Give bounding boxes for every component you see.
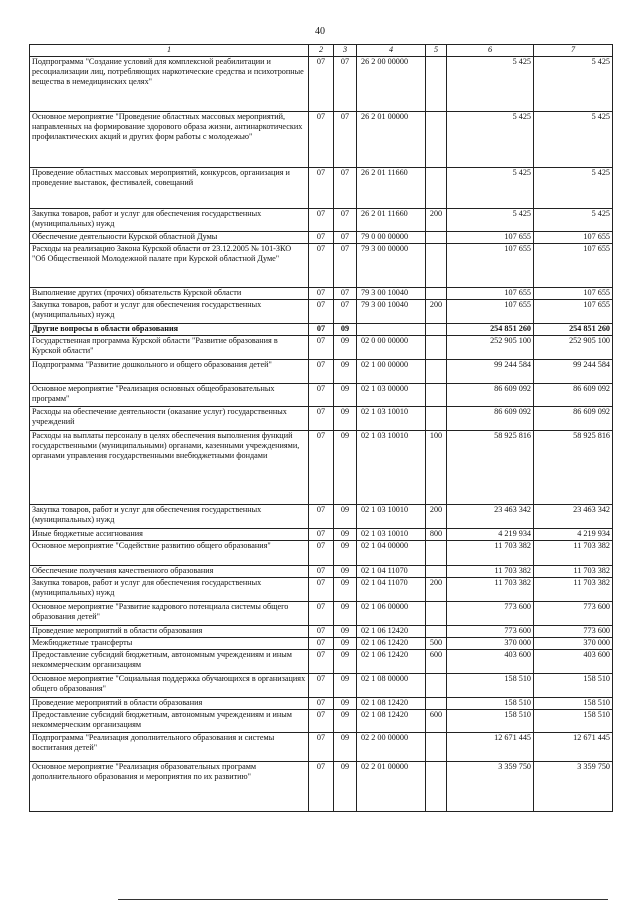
row-amount-2: 11 703 382: [534, 566, 613, 578]
row-expense-type: 100: [426, 431, 447, 505]
row-subsection: 09: [334, 566, 357, 578]
row-name: Иные бюджетные ассигнования: [30, 529, 309, 541]
row-subsection: 07: [334, 112, 357, 168]
row-subsection: 09: [334, 505, 357, 529]
row-name: Предоставление субсидий бюджетным, автономным учреждениям и иным некоммерческим организациям: [30, 710, 309, 733]
row-subsection: 09: [334, 710, 357, 733]
row-amount-1: 5 425: [447, 57, 534, 112]
table-row: [30, 602, 613, 626]
table-row: [30, 209, 613, 232]
row-name: Закупка товаров, работ и услуг для обеспечения государственных (муниципальных) нужд: [30, 505, 309, 529]
row-section: 07: [309, 710, 334, 733]
row-amount-1: 5 425: [447, 168, 534, 209]
row-name: Закупка товаров, работ и услуг для обеспечения государственных (муниципальных) нужд: [30, 578, 309, 602]
row-section: 07: [309, 762, 334, 812]
row-target-code: 02 1 06 12420: [357, 626, 426, 638]
row-section: 07: [309, 733, 334, 762]
row-subsection: 07: [334, 209, 357, 232]
row-section: 07: [309, 638, 334, 650]
row-section: 07: [309, 674, 334, 698]
row-target-code: 02 1 08 00000: [357, 674, 426, 698]
row-expense-type: [426, 566, 447, 578]
row-expense-type: [426, 733, 447, 762]
row-section: 07: [309, 541, 334, 566]
row-subsection: 07: [334, 57, 357, 112]
row-subsection: 09: [334, 360, 357, 384]
row-section: 07: [309, 431, 334, 505]
row-expense-type: [426, 541, 447, 566]
row-amount-2: 107 655: [534, 244, 613, 288]
row-amount-2: 12 671 445: [534, 733, 613, 762]
row-amount-2: 158 510: [534, 674, 613, 698]
footer-rule: [118, 899, 608, 900]
row-amount-1: 252 905 100: [447, 336, 534, 360]
row-target-code: 79 3 00 00000: [357, 244, 426, 288]
row-amount-1: 11 703 382: [447, 578, 534, 602]
row-expense-type: [426, 698, 447, 710]
table-row: [30, 431, 613, 505]
row-section: 07: [309, 209, 334, 232]
row-amount-2: 5 425: [534, 168, 613, 209]
row-subsection: 09: [334, 602, 357, 626]
row-amount-2: 5 425: [534, 209, 613, 232]
row-expense-type: [426, 232, 447, 244]
row-expense-type: 200: [426, 505, 447, 529]
table-row: [30, 112, 613, 168]
table-row: [30, 57, 613, 112]
row-amount-2: 23 463 342: [534, 505, 613, 529]
table-row: [30, 360, 613, 384]
row-section: 07: [309, 602, 334, 626]
table-row: [30, 626, 613, 638]
row-amount-2: 86 609 092: [534, 407, 613, 431]
row-amount-1: 5 425: [447, 209, 534, 232]
row-target-code: 79 0 00 00000: [357, 232, 426, 244]
row-name: Выполнение других (прочих) обязательств Курской области: [30, 288, 309, 300]
row-name: Основное мероприятие "Развитие кадрового потенциала системы общего образования детей": [30, 602, 309, 626]
row-amount-2: 58 925 816: [534, 431, 613, 505]
column-number: 5: [426, 45, 447, 57]
column-number: 7: [534, 45, 613, 57]
row-expense-type: [426, 762, 447, 812]
table-row: [30, 578, 613, 602]
page-number: 40: [315, 26, 325, 37]
row-amount-1: 158 510: [447, 710, 534, 733]
row-target-code: 26 2 01 11660: [357, 209, 426, 232]
row-name: Расходы на реализацию Закона Курской области от 23.12.2005 № 101-ЗКО "Об Общественной Молодежной палате при Курской областной Думе": [30, 244, 309, 288]
row-section: 07: [309, 529, 334, 541]
row-amount-2: 3 359 750: [534, 762, 613, 812]
row-amount-1: 12 671 445: [447, 733, 534, 762]
row-amount-2: 11 703 382: [534, 541, 613, 566]
row-amount-2: 107 655: [534, 300, 613, 324]
row-subsection: 09: [334, 733, 357, 762]
row-subsection: 09: [334, 407, 357, 431]
row-section: 07: [309, 168, 334, 209]
row-section: 07: [309, 300, 334, 324]
table-row: [30, 698, 613, 710]
row-expense-type: 200: [426, 578, 447, 602]
row-amount-2: 403 600: [534, 650, 613, 674]
row-amount-2: 254 851 260: [534, 324, 613, 336]
row-section: 07: [309, 650, 334, 674]
row-section: 07: [309, 324, 334, 336]
table-row: [30, 244, 613, 288]
row-target-code: [357, 324, 426, 336]
row-name: Обеспечение получения качественного образования: [30, 566, 309, 578]
row-subsection: 07: [334, 288, 357, 300]
row-section: 07: [309, 505, 334, 529]
row-name: Проведение мероприятий в области образования: [30, 626, 309, 638]
row-name: Проведение мероприятий в области образования: [30, 698, 309, 710]
row-subsection: 09: [334, 626, 357, 638]
row-target-code: 26 2 01 00000: [357, 112, 426, 168]
row-amount-2: 252 905 100: [534, 336, 613, 360]
row-name: Проведение областных массовых мероприятий, конкурсов, организация и проведение выставок, фестивалей, совещаний: [30, 168, 309, 209]
row-section: 07: [309, 360, 334, 384]
row-target-code: 26 2 01 11660: [357, 168, 426, 209]
row-name: Предоставление субсидий бюджетным, автономным учреждениям и иным некоммерческим организациям: [30, 650, 309, 674]
table-row: [30, 710, 613, 733]
row-amount-1: 254 851 260: [447, 324, 534, 336]
row-amount-2: 5 425: [534, 112, 613, 168]
table-row: [30, 674, 613, 698]
row-target-code: 02 1 04 11070: [357, 566, 426, 578]
row-expense-type: [426, 112, 447, 168]
row-amount-1: 99 244 584: [447, 360, 534, 384]
row-target-code: 02 1 08 12420: [357, 710, 426, 733]
row-amount-1: 86 609 092: [447, 384, 534, 407]
row-target-code: 02 1 03 10010: [357, 407, 426, 431]
row-amount-1: 11 703 382: [447, 566, 534, 578]
table-row: [30, 384, 613, 407]
row-expense-type: [426, 244, 447, 288]
row-section: 07: [309, 566, 334, 578]
row-name: Государственная программа Курской области "Развитие образования в Курской области": [30, 336, 309, 360]
row-amount-2: 99 244 584: [534, 360, 613, 384]
row-subsection: 09: [334, 324, 357, 336]
row-subsection: 09: [334, 384, 357, 407]
row-expense-type: [426, 626, 447, 638]
row-name: Другие вопросы в области образования: [30, 324, 309, 336]
row-name: Подпрограмма "Развитие дошкольного и общего образования детей": [30, 360, 309, 384]
row-name: Основное мероприятие "Проведение областных массовых мероприятий, направленных на формирование здорового образа жизни, антинаркотических профилактических акций и других форм работы с молодежью": [30, 112, 309, 168]
row-expense-type: 500: [426, 638, 447, 650]
row-name: Основное мероприятие "Социальная поддержка обучающихся в организациях общего образования": [30, 674, 309, 698]
row-name: Обеспечение деятельности Курской областной Думы: [30, 232, 309, 244]
row-target-code: 02 1 04 00000: [357, 541, 426, 566]
row-name: Основное мероприятие "Содействие развитию общего образования": [30, 541, 309, 566]
row-expense-type: [426, 360, 447, 384]
row-section: 07: [309, 57, 334, 112]
table-row: [30, 324, 613, 336]
row-section: 07: [309, 626, 334, 638]
column-number: 3: [334, 45, 357, 57]
row-name: Основное мероприятие "Реализация основных общеобразовательных программ": [30, 384, 309, 407]
row-amount-2: 86 609 092: [534, 384, 613, 407]
row-subsection: 09: [334, 541, 357, 566]
row-name: Расходы на обеспечение деятельности (оказание услуг) государственных учреждений: [30, 407, 309, 431]
row-amount-1: 107 655: [447, 232, 534, 244]
row-amount-1: 773 600: [447, 602, 534, 626]
row-amount-2: 107 655: [534, 232, 613, 244]
row-amount-1: 86 609 092: [447, 407, 534, 431]
row-expense-type: [426, 407, 447, 431]
row-amount-2: 773 600: [534, 602, 613, 626]
row-section: 07: [309, 407, 334, 431]
column-number: 6: [447, 45, 534, 57]
row-target-code: 02 1 03 10010: [357, 505, 426, 529]
row-amount-1: 107 655: [447, 244, 534, 288]
row-expense-type: [426, 602, 447, 626]
row-amount-1: 11 703 382: [447, 541, 534, 566]
row-target-code: 02 1 06 00000: [357, 602, 426, 626]
row-expense-type: [426, 288, 447, 300]
row-amount-2: 107 655: [534, 288, 613, 300]
row-target-code: 02 1 03 10010: [357, 431, 426, 505]
row-section: 07: [309, 578, 334, 602]
row-amount-1: 107 655: [447, 288, 534, 300]
row-target-code: 02 1 08 12420: [357, 698, 426, 710]
row-expense-type: [426, 57, 447, 112]
column-number: 4: [357, 45, 426, 57]
row-subsection: 09: [334, 529, 357, 541]
row-target-code: 02 2 01 00000: [357, 762, 426, 812]
row-expense-type: [426, 384, 447, 407]
row-amount-1: 158 510: [447, 698, 534, 710]
row-subsection: 09: [334, 650, 357, 674]
table-row: [30, 541, 613, 566]
table-row: [30, 232, 613, 244]
table-row: [30, 407, 613, 431]
table-row: [30, 650, 613, 674]
row-subsection: 09: [334, 638, 357, 650]
row-subsection: 07: [334, 244, 357, 288]
table-row: [30, 733, 613, 762]
row-target-code: 02 1 03 00000: [357, 384, 426, 407]
row-expense-type: 600: [426, 650, 447, 674]
row-section: 07: [309, 698, 334, 710]
table-row: [30, 288, 613, 300]
row-subsection: 09: [334, 431, 357, 505]
row-name: Подпрограмма "Создание условий для комплексной реабилитации и ресоциализации лиц, потребляющих наркотические средства и психотропные вещества в немедицинских целях": [30, 57, 309, 112]
row-expense-type: [426, 324, 447, 336]
row-amount-2: 158 510: [534, 710, 613, 733]
row-name: Закупка товаров, работ и услуг для обеспечения государственных (муниципальных) нужд: [30, 209, 309, 232]
row-subsection: 07: [334, 232, 357, 244]
row-name: Основное мероприятие "Реализация образовательных программ дополнительного образования и мероприятия по их развитию": [30, 762, 309, 812]
row-target-code: 02 1 00 00000: [357, 360, 426, 384]
row-subsection: 09: [334, 336, 357, 360]
table-row: [30, 566, 613, 578]
row-name: Расходы на выплаты персоналу в целях обеспечения выполнения функций государственными (муниципальными) органами, казенными учреждениями, органами управления государственными внебюджетными фондами: [30, 431, 309, 505]
row-amount-1: 5 425: [447, 112, 534, 168]
row-target-code: 79 3 00 10040: [357, 288, 426, 300]
row-expense-type: [426, 336, 447, 360]
row-target-code: 26 2 00 00000: [357, 57, 426, 112]
row-amount-1: 23 463 342: [447, 505, 534, 529]
row-amount-1: 403 600: [447, 650, 534, 674]
row-expense-type: 200: [426, 300, 447, 324]
row-section: 07: [309, 244, 334, 288]
row-amount-1: 107 655: [447, 300, 534, 324]
table-row: [30, 762, 613, 812]
row-amount-2: 5 425: [534, 57, 613, 112]
row-name: Подпрограмма "Реализация дополнительного образования и системы воспитания детей": [30, 733, 309, 762]
table-row: [30, 168, 613, 209]
row-subsection: 09: [334, 674, 357, 698]
row-amount-2: 773 600: [534, 626, 613, 638]
row-amount-2: 370 000: [534, 638, 613, 650]
row-subsection: 07: [334, 168, 357, 209]
row-subsection: 07: [334, 300, 357, 324]
table-row: [30, 529, 613, 541]
table-row: [30, 300, 613, 324]
column-number: 2: [309, 45, 334, 57]
row-target-code: 79 3 00 10040: [357, 300, 426, 324]
table-row: [30, 505, 613, 529]
row-section: 07: [309, 288, 334, 300]
row-target-code: 02 1 03 10010: [357, 529, 426, 541]
table-row: [30, 336, 613, 360]
row-amount-2: 4 219 934: [534, 529, 613, 541]
row-target-code: 02 1 06 12420: [357, 650, 426, 674]
row-amount-2: 158 510: [534, 698, 613, 710]
row-subsection: 09: [334, 578, 357, 602]
row-subsection: 09: [334, 762, 357, 812]
row-amount-1: 3 359 750: [447, 762, 534, 812]
row-expense-type: 800: [426, 529, 447, 541]
row-name: Межбюджетные трансферты: [30, 638, 309, 650]
row-target-code: 02 1 04 11070: [357, 578, 426, 602]
row-expense-type: [426, 168, 447, 209]
row-target-code: 02 1 06 12420: [357, 638, 426, 650]
row-target-code: 02 2 00 00000: [357, 733, 426, 762]
column-number: 1: [30, 45, 309, 57]
row-amount-1: 58 925 816: [447, 431, 534, 505]
row-section: 07: [309, 384, 334, 407]
row-expense-type: 200: [426, 209, 447, 232]
row-subsection: 09: [334, 698, 357, 710]
row-name: Закупка товаров, работ и услуг для обеспечения государственных (муниципальных) нужд: [30, 300, 309, 324]
row-section: 07: [309, 112, 334, 168]
row-section: 07: [309, 232, 334, 244]
budget-table: [29, 44, 613, 812]
row-amount-2: 11 703 382: [534, 578, 613, 602]
row-amount-1: 158 510: [447, 674, 534, 698]
table-row: [30, 638, 613, 650]
row-expense-type: 600: [426, 710, 447, 733]
row-expense-type: [426, 674, 447, 698]
row-amount-1: 773 600: [447, 626, 534, 638]
row-section: 07: [309, 336, 334, 360]
row-amount-1: 4 219 934: [447, 529, 534, 541]
column-number-row: [30, 45, 613, 57]
row-amount-1: 370 000: [447, 638, 534, 650]
row-target-code: 02 0 00 00000: [357, 336, 426, 360]
